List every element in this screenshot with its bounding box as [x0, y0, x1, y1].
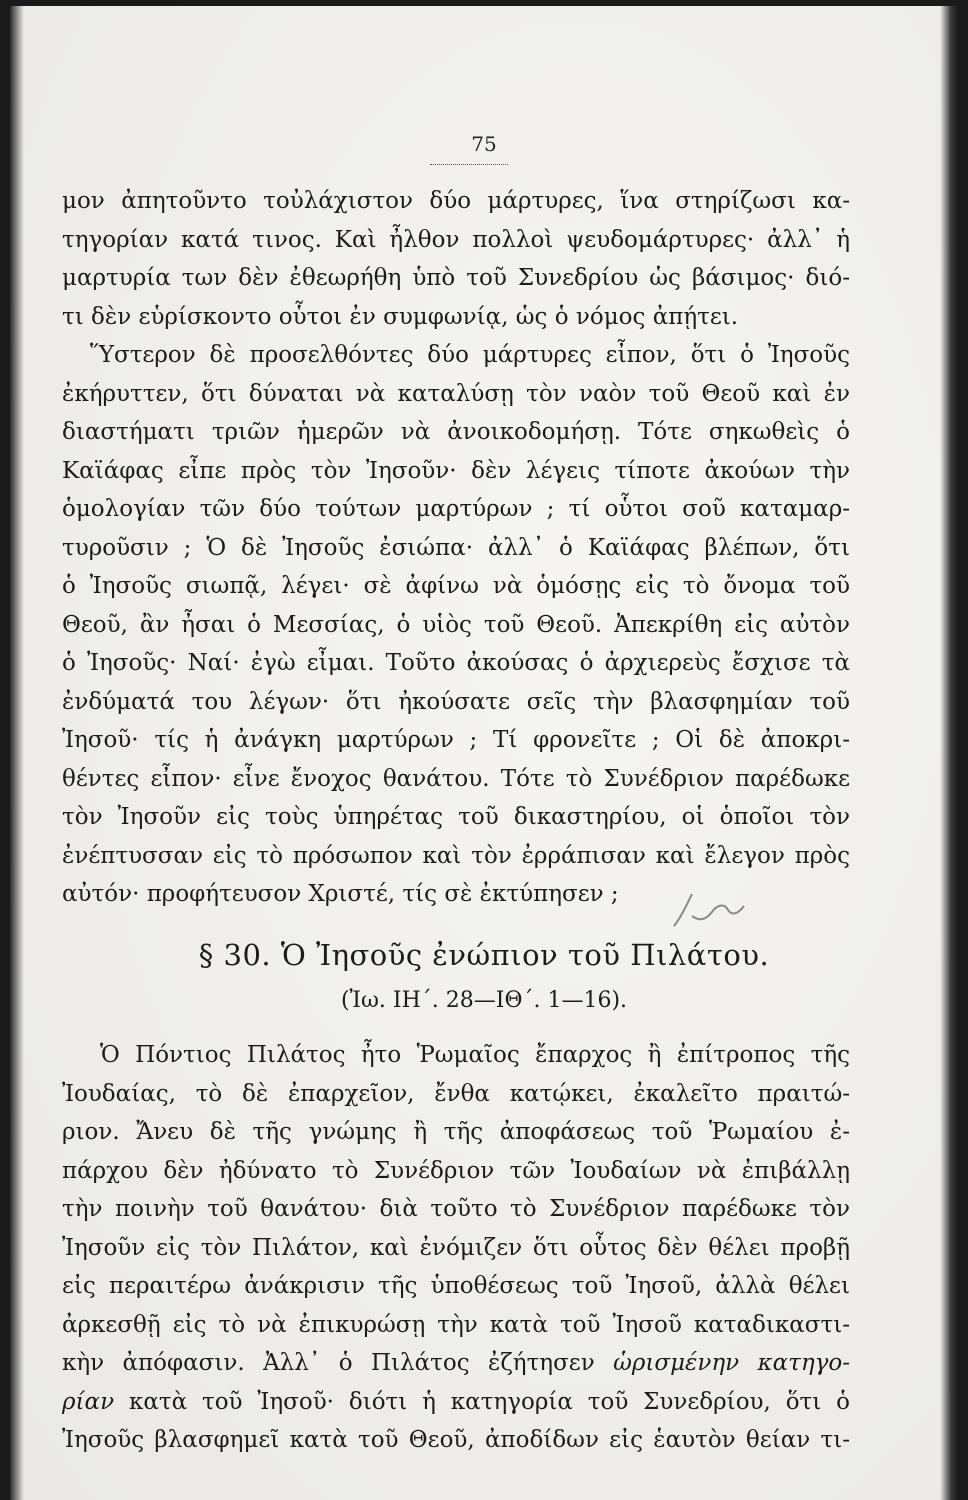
text-line: ἀρκεσθῇ εἰς τὸ νὰ ἐπικυρώσῃ τὴν κατὰ τοῦ Ἰησοῦ καταδικαστι-	[62, 1311, 850, 1338]
text-line: ριον. Ἄνευ δὲ τῆς γνώμης ἢ τῆς ἀποφάσεως τοῦ Ῥωμαίου ἐ-	[62, 1119, 850, 1145]
text-line: μον ἀπητοῦντο τοὐλάχιστον δύο μάρτυρες, ἵνα στηρίζωσι κα-	[62, 188, 850, 214]
text-line: ἐνδύματά του λέγων· ὅτι ἠκούσατε σεῖς τὴν βλασφημίαν τοῦ	[62, 688, 850, 715]
text-line	[62, 1383, 850, 1422]
page-number-rule	[430, 164, 508, 165]
text-line: τηγορίαν κατά τινος. Καὶ ἦλθον πολλοὶ ψευδομάρτυρες· ἀλλ᾽ ἡ	[62, 226, 850, 253]
text-run: κατὰ τοῦ Ἰησοῦ· διότι ἡ κατηγορία τοῦ Συνεδρίου, ὅτι ὁ	[128, 1388, 850, 1415]
text-line: Ἰουδαίας, τὸ δὲ ἐπαρχεῖον, ἔνθα κατῴκει, ἐκαλεῖτο πραιτώ-	[62, 1080, 850, 1107]
paragraph-witnesses	[62, 336, 850, 914]
paragraph-continuation	[62, 182, 850, 336]
text-run: κὴν ἀπόφασιν. Ἀλλ᾽ ὁ Πιλάτος ἐζήτησεν	[62, 1350, 595, 1376]
text-line: πάρχου δὲν ἠδύνατο τὸ Συνέδριον τῶν Ἰουδαίων νὰ ἐπιβάλλῃ	[62, 1157, 850, 1184]
text-line: ὁμολογίαν τῶν δύο τούτων μαρτύρων ; τί οὗτοι σοῦ καταμαρ-	[62, 496, 850, 522]
text-line	[62, 1344, 850, 1383]
text-line: τυροῦσιν ; Ὁ δὲ Ἰησοῦς ἐσιώπα· ἀλλ᾽ ὁ Καϊάφας βλέπων, ὅτι	[62, 534, 850, 561]
scan-gutter-shadow	[10, 6, 24, 1500]
book-page	[10, 6, 958, 1500]
text-line: Ἰησοῦν εἰς τὸν Πιλάτον, καὶ ἐνόμιζεν ὅτι οὗτος δὲν θέλει προβῇ	[62, 1234, 850, 1261]
text-line: ὁ Ἰησοῦς σιωπᾷ, λέγει· σὲ ἀφίνω νὰ ὁμόσῃς εἰς τὸ ὄνομα τοῦ	[62, 573, 850, 599]
text-line: ἐκήρυττεν, ὅτι δύναται νὰ καταλύσῃ τὸν ναὸν τοῦ Θεοῦ καὶ ἐν	[62, 380, 850, 407]
text-line: διαστήματι τριῶν ἡμερῶν νὰ ἀνοικοδομήσῃ. Τότε σηκωθεὶς ὁ	[62, 419, 850, 445]
pencil-scribble-icon	[668, 886, 748, 932]
text-line: τὸν Ἰησοῦν εἰς τοὺς ὑπηρέτας τοῦ δικαστηρίου, οἱ ὁποῖοι τὸν	[62, 804, 850, 830]
section-reference: (Ἰω. ΙΗ΄. 28—ΙΘ΄. 1—16).	[340, 988, 628, 1013]
text-line: τὴν ποινὴν τοῦ θανάτου· διὰ τοῦτο τὸ Συνέδριον παρέδωκε τὸν	[62, 1196, 850, 1222]
text-line: αὐτόν· προφήτευσον Χριστέ, τίς σὲ ἐκτύπησεν ;	[62, 881, 619, 907]
text-line: μαρτυρία των δὲν ἐθεωρήθη ὑπὸ τοῦ Συνεδρίου ὡς βάσιμος· διό-	[62, 265, 850, 291]
section-heading: § 30. Ὁ Ἰησοῦς ἐνώπιον τοῦ Πιλάτου.	[198, 938, 770, 972]
text-line: Καϊάφας εἶπε πρὸς τὸν Ἰησοῦν· δὲν λέγεις τίποτε ἀκούων τὴν	[62, 457, 850, 484]
text-line: εἰς περαιτέρω ἀνάκρισιν τῆς ὑποθέσεως τοῦ Ἰησοῦ, ἀλλὰ θέλει	[62, 1273, 850, 1299]
scan-edge-shadow	[940, 6, 958, 1500]
paragraph-pilate	[62, 1036, 850, 1460]
text-line: Ὕστερον δὲ προσελθόντες δύο μάρτυρες εἶπον, ὅτι ὁ Ἰησοῦς	[90, 342, 850, 368]
text-line: Ὁ Πόντιος Πιλάτος ἦτο Ῥωμαῖος ἔπαρχος ἢ ἐπίτροπος τῆς	[100, 1042, 850, 1068]
page-number: 75	[471, 132, 497, 156]
text-line: θέντες εἶπον· εἶνε ἔνοχος θανάτου. Τότε τὸ Συνέδριον παρέδωκε	[62, 765, 850, 792]
text-line: Ἰησοῦς βλασφημεῖ κατὰ τοῦ Θεοῦ, ἀποδίδων εἰς ἑαυτὸν θείαν τι-	[62, 1427, 850, 1453]
italic-phrase: ὡρισμένην κατηγο-	[613, 1350, 850, 1376]
italic-phrase: ρίαν	[62, 1388, 115, 1415]
text-line: Ἰησοῦ· τίς ἡ ἀνάγκη μαρτύρων ; Τί φρονεῖτε ; Οἱ δὲ ἀποκρι-	[62, 727, 850, 753]
text-line: τι δὲν εὑρίσκοντο οὗτοι ἐν συμφωνίᾳ, ὡς ὁ νόμος ἀπῄτει.	[62, 303, 739, 330]
text-line: ἐνέπτυσσαν εἰς τὸ πρόσωπον καὶ τὸν ἐρράπισαν καὶ ἔλεγον πρὸς	[62, 842, 850, 869]
text-line: Θεοῦ, ἂν ἦσαι ὁ Μεσσίας, ὁ υἱὸς τοῦ Θεοῦ. Ἀπεκρίθη εἰς αὐτὸν	[62, 611, 850, 638]
text-line: ὁ Ἰησοῦς· Ναί· ἐγὼ εἶμαι. Τοῦτο ἀκούσας ὁ ἀρχιερεὺς ἔσχισε τὰ	[62, 650, 850, 676]
